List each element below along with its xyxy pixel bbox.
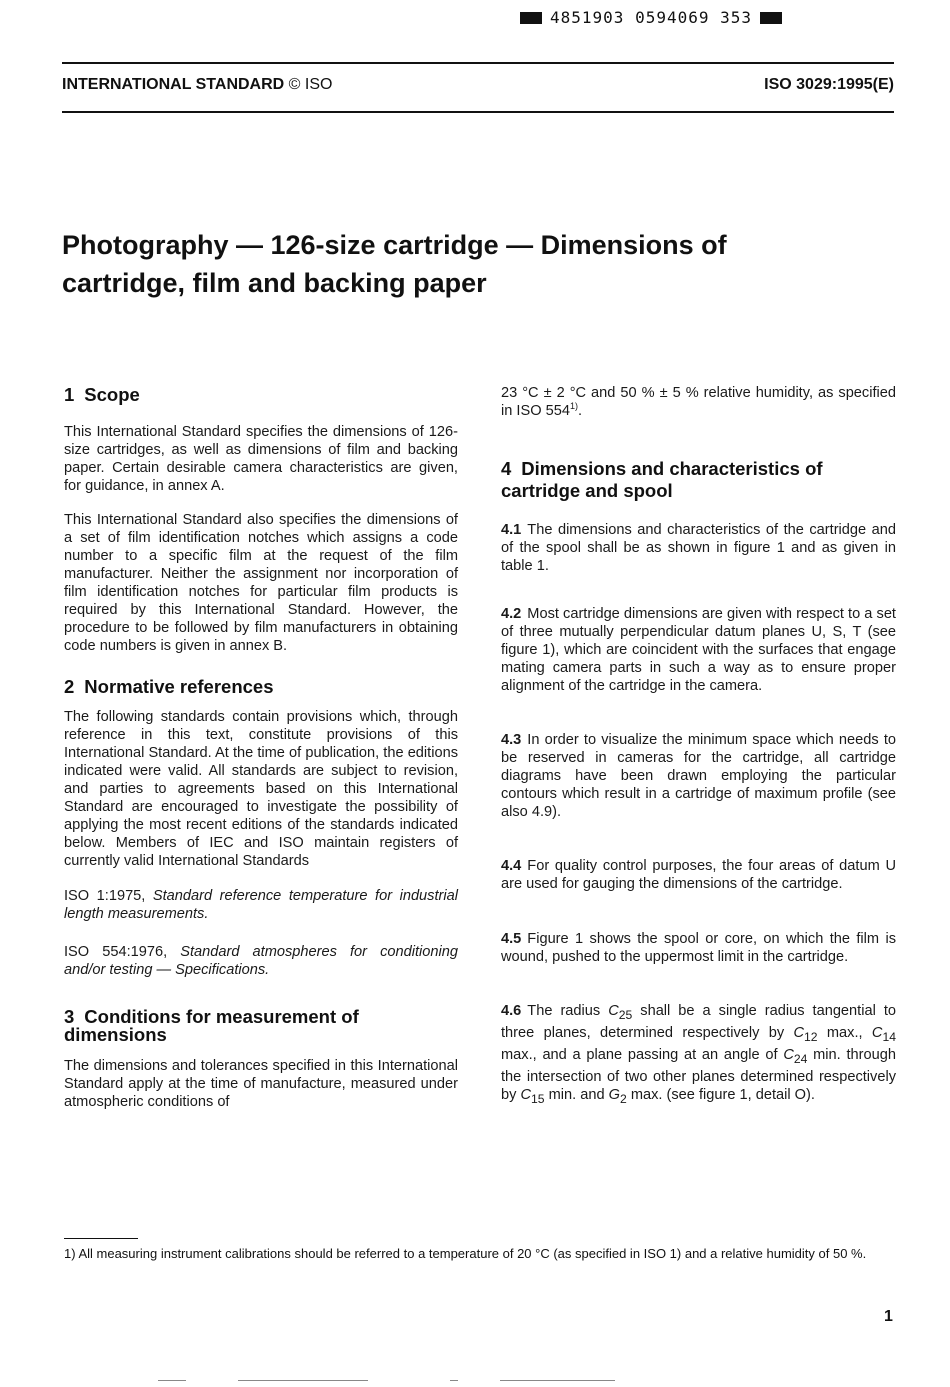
barcode-block-left [520,12,542,24]
clause-4-5 [501,930,896,966]
clause-4-2 [501,605,896,695]
section-4-number: 4 [501,458,512,479]
section-1-heading [64,384,458,406]
scope-paragraph-2: This International Standard also specifies the dimensions of a set of film identification notches which assigns a code number to a specific film at the request of the film manufacturer. Neither the assignment nor incorporation of film identification notches for particular film products is required by this International Standard. However, the procedure to be followed by film manufacturers in obtaining code numbers is given in annex B. [64,512,458,654]
clause-4-5-text: Figure 1 shows the spool or core, on which the film is wound, pushed to the uppermost limit in the cartridge. [501,931,896,965]
reference-iso-1-title: Standard reference temperature for industrial length measurements. [64,888,458,922]
section-1-title: Scope [84,384,140,405]
subscript-25: 25 [618,1007,633,1022]
clause-4-4 [501,857,896,893]
header-standard-label: INTERNATIONAL STANDARD [62,76,285,93]
subscript-12: 12 [804,1029,818,1044]
clause-4-1-number: 4.1 [501,522,522,538]
conditions-paragraph: The dimensions and tolerances specified in this International Standard apply at the time of manufacture, measured under atmospheric conditions of [64,1058,458,1110]
header-iso-copyright: © ISO [288,76,333,93]
section-3-heading [64,1008,458,1044]
clause-4-6-text-c: max., [817,1024,872,1041]
scan-mark [238,1380,368,1381]
reference-iso-554-code: ISO 554:1976, [64,944,168,960]
conditions-continuation-text: 23 °C ± 2 °C and 50 % ± 5 % relative humidity, as specified in ISO 554 [501,385,896,419]
symbol-g: G [608,1086,620,1103]
clause-4-3-number: 4.3 [501,732,522,748]
clause-4-6-text-f: min. and [544,1086,609,1103]
symbol-c: C [608,1003,619,1019]
clause-4-6-text-a: The radius [527,1003,609,1019]
clause-4-6-text-g: max. (see figure 1, detail O). [626,1086,815,1103]
references-paragraph: The following standards contain provisions which, through reference in this text, constitute provisions of this International Standard. At the time of publication, the editions indicated were valid. All standards are subject to revision, and parties to agreements based on this International Standard are encouraged to investigate the possibility of applying the most recent editions of the standards indicated below. Members of IEC and ISO maintain registers of currently valid International Standards [64,709,458,869]
symbol-c: C [793,1024,805,1041]
section-3-number: 3 [64,1006,75,1027]
header-left [62,76,332,94]
running-header [62,76,894,94]
barcode-text: 4851903 0594069 353 [550,8,753,27]
header-bottom-rule [62,111,894,113]
header-standard-number: ISO 3029:1995(E) [764,76,894,93]
clause-4-1-text: The dimensions and characteristics of the cartridge and of the spool shall be as shown in figure 1 and as given in table 1. [501,522,896,574]
section-4-title: Dimensions and characteristics of cartridge and spool [501,458,823,501]
subscript-14: 14 [882,1029,896,1044]
footnote-separator [64,1238,138,1239]
clause-4-2-number: 4.2 [501,606,522,622]
clause-4-6-text-b: shall be a single radius tangential to three planes, determined respectively by [501,1003,896,1041]
section-4-heading [501,458,896,502]
symbol-c: C [520,1086,532,1103]
clause-4-6 [501,1002,896,1108]
section-1-number: 1 [64,384,75,405]
section-2-number: 2 [64,676,75,697]
reference-iso-554 [64,943,458,979]
footnote-reference: 1) [569,401,578,412]
scope-paragraph-1: This International Standard specifies the dimensions of 126-size cartridges, as well as dimensions of film and backing paper. Certain desirable camera characteristics are given, for guidance, in annex A. [64,424,458,494]
clause-4-3 [501,731,896,821]
clause-4-5-number: 4.5 [501,931,522,947]
symbol-c: C [871,1024,883,1041]
section-2-title: Normative references [84,676,274,697]
clause-4-2-text: Most cartridge dimensions are given with respect to a set of three mutually perpendicular datum planes U, S, T (see figure 1), which are coincident with the surfaces that engage mating camera parts in such a way as to ensure proper alignment of the cartridge in the camera. [501,606,896,694]
section-3-title: Conditions for measurement of dimensions [64,1006,359,1045]
title-line-2: cartridge, film and backing paper [62,268,487,298]
scan-mark [500,1380,615,1381]
clause-4-1 [501,521,896,575]
subscript-15: 15 [531,1091,545,1106]
scan-mark [450,1380,458,1381]
barcode-block-right [760,12,782,24]
scan-mark [158,1380,186,1381]
clause-4-6-text-d: max., and a plane passing at an angle of [501,1046,784,1063]
conditions-continuation-end: . [577,403,583,419]
reference-iso-1-code: ISO 1:1975, [64,888,146,904]
document-barcode [520,8,782,27]
clause-4-6-number: 4.6 [501,1003,522,1019]
reference-iso-554-title: Standard atmospheres for conditioning and/or testing — Specifications. [64,944,459,978]
page-number: 1 [884,1308,893,1325]
subscript-24: 24 [793,1051,808,1066]
symbol-c: C [783,1046,794,1063]
clause-4-4-number: 4.4 [501,858,522,874]
right-column [501,384,896,1108]
title-line-1: Photography — 126-size cartridge — Dimensions of [62,230,727,260]
header-top-rule [62,62,894,64]
scan-artifact-marks [150,1380,650,1382]
section-2-heading [64,676,458,698]
clause-4-4-text: For quality control purposes, the four areas of datum U are used for gauging the dimensions of the cartridge. [501,858,896,892]
subscript-2: 2 [620,1091,627,1106]
clause-4-6-text-e: min. through the intersection of two other planes determined respectively by [501,1046,896,1103]
left-column [64,384,458,1111]
footnote-1: 1) All measuring instrument calibrations should be referred to a temperature of 20 °C (as specified in ISO 1) and a relative humidity of 50 %. [64,1246,867,1261]
clause-4-3-text: In order to visualize the minimum space which needs to be reserved in cameras for the cartridge, all cartridge diagrams have been drawn employing the particular contours which result in a cartridge of maximum profile (see also 4.9). [501,732,896,820]
conditions-continuation [501,384,896,420]
document-title [62,226,882,302]
reference-iso-1 [64,887,458,923]
